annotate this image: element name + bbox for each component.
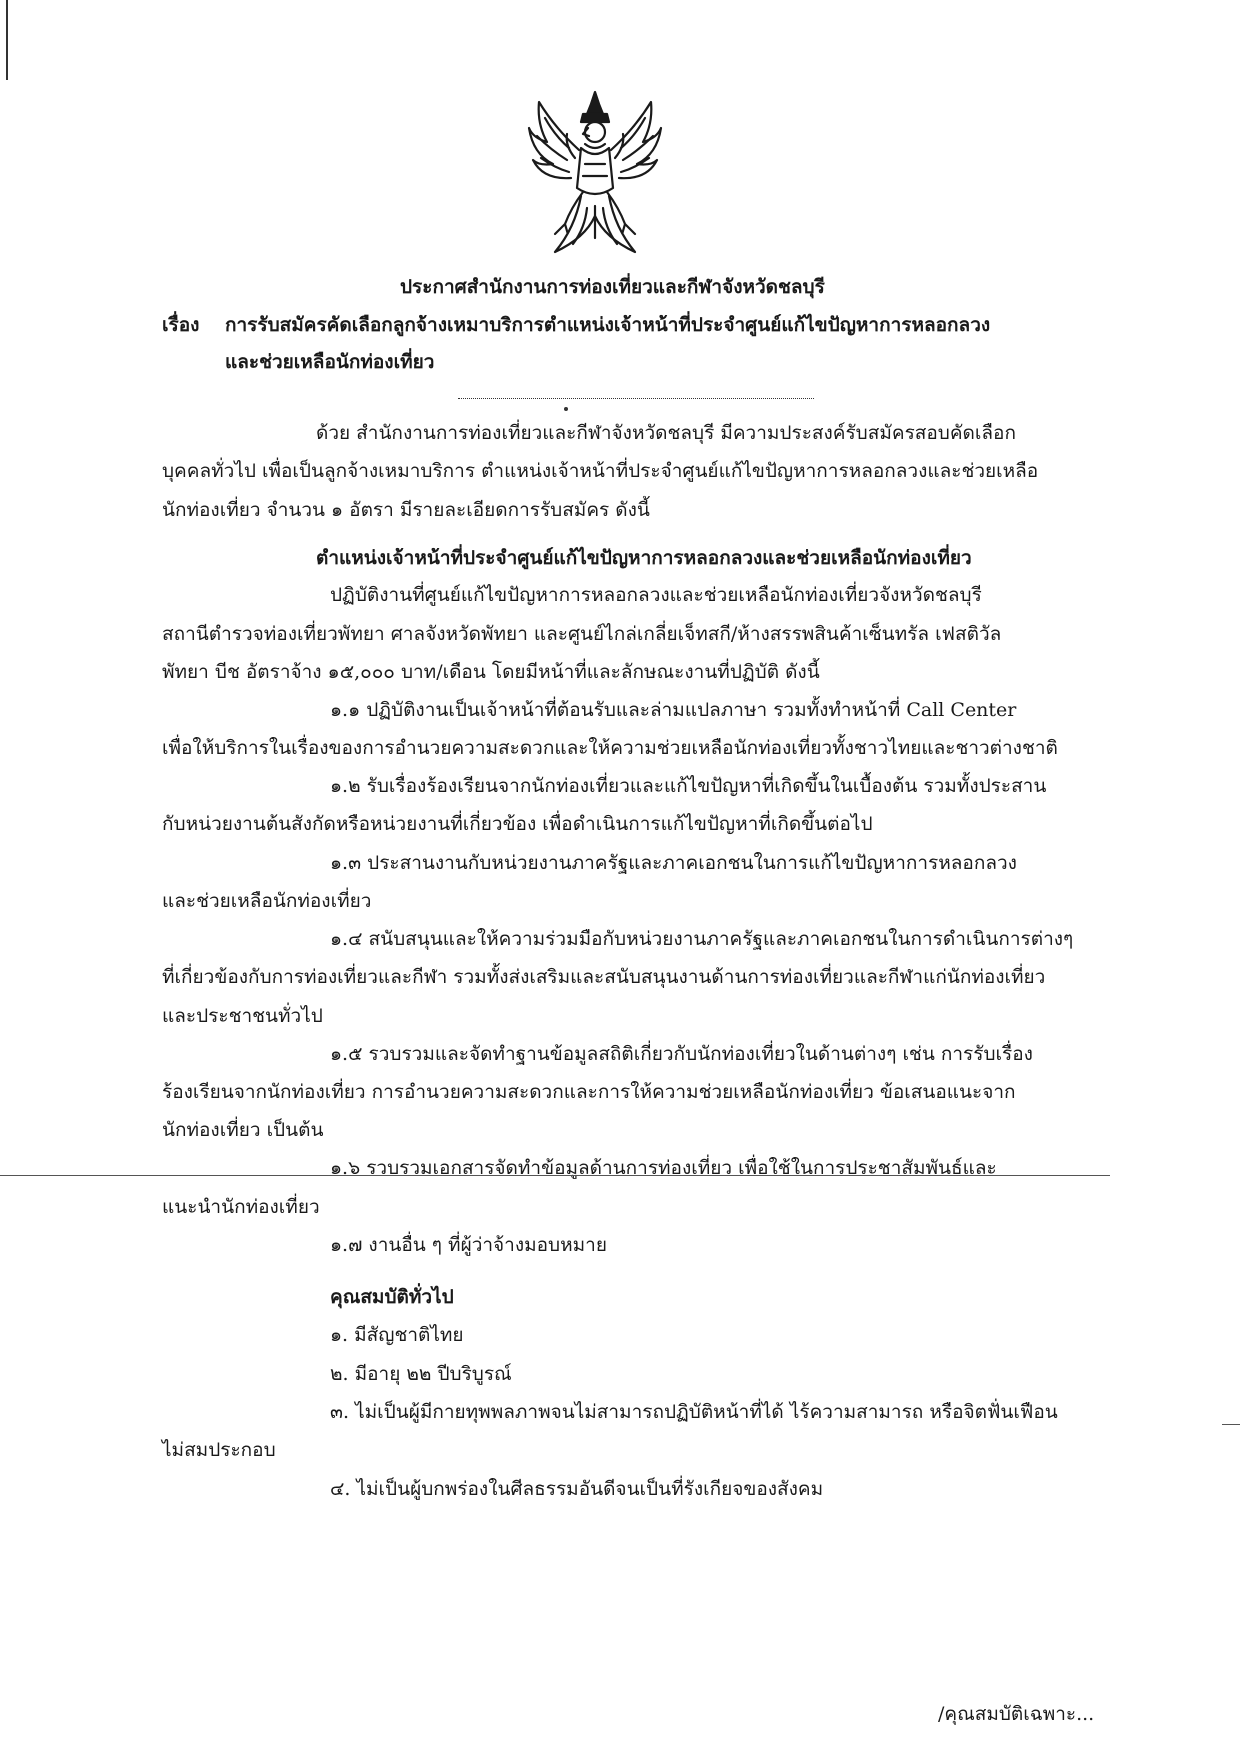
position-heading: ตำแหน่งเจ้าหน้าที่ประจำศูนย์แก้ไขปัญหาการหลอกลวงและช่วยเหลือนักท่องเที่ยว xyxy=(316,547,972,569)
qualification-1: ๑. มีสัญชาติไทย xyxy=(330,1324,464,1346)
duty-5-line-2: ร้องเรียนจากนักท่องเที่ยว การอำนวยความสะดวกและการให้ความช่วยเหลือนักท่องเที่ยว ข้อเสนอแนะจาก xyxy=(162,1081,1016,1103)
divider-dot xyxy=(564,407,568,411)
qualifications-heading: คุณสมบัติทั่วไป xyxy=(330,1286,454,1308)
duty-5-line-3: นักท่องเที่ยว เป็นต้น xyxy=(162,1119,324,1141)
subject-label: เรื่อง xyxy=(162,314,200,336)
continued-note: /คุณสมบัติเฉพาะ... xyxy=(938,1703,1095,1725)
intro-line-2: บุคคลทั่วไป เพื่อเป็นลูกจ้างเหมาบริการ ตำแหน่งเจ้าหน้าที่ประจำศูนย์แก้ไขปัญหาการหลอกลวงและช่วยเหลือ xyxy=(162,460,1039,482)
duty-7: ๑.๗ งานอื่น ๆ ที่ผู้ว่าจ้างมอบหมาย xyxy=(330,1234,607,1256)
duty-5-line-1: ๑.๕ รวบรวมและจัดทำฐานข้อมูลสถิติเกี่ยวกับนักท่องเที่ยวในด้านต่างๆ เช่น การรับเรื่อง xyxy=(330,1043,1033,1065)
duty-1-line-1: ๑.๑ ปฏิบัติงานเป็นเจ้าหน้าที่ต้อนรับและล่ามแปลภาษา รวมทั้งทำหน้าที่ Call Center xyxy=(330,699,1017,721)
document-title: ประกาศสำนักงานการท่องเที่ยวและกีฬาจังหวัดชลบุรี xyxy=(400,276,825,298)
duty-2-line-1: ๑.๒ รับเรื่องร้องเรียนจากนักท่องเที่ยวและแก้ไขปัญหาที่เกิดขึ้นในเบื้องต้น รวมทั้งประสาน xyxy=(330,775,1047,797)
duty-3-line-2: และช่วยเหลือนักท่องเที่ยว xyxy=(162,890,372,912)
qualification-2: ๒. มีอายุ ๒๒ ปีบริบูรณ์ xyxy=(330,1363,512,1385)
position-line-2: สถานีตำรวจท่องเที่ยวพัทยา ศาลจังหวัดพัทยา และศูนย์ไกล่เกลี่ยเจ็ทสกี/ห้างสรรพสินค้าเซ็นทรัล เฟสติวัล xyxy=(162,623,1002,645)
duty-2-line-2: กับหน่วยงานต้นสังกัดหรือหน่วยงานที่เกี่ยวข้อง เพื่อดำเนินการแก้ไขปัญหาที่เกิดขึ้นต่อไป xyxy=(162,813,873,835)
scan-rule-line xyxy=(0,1175,1110,1176)
duty-1-line-2: เพื่อให้บริการในเรื่องของการอำนวยความสะดวกและให้ความช่วยเหลือนักท่องเที่ยวทั้งชาวไทยและชาวต่างชาติ xyxy=(162,737,1058,759)
qualification-3-line-2: ไม่สมประกอบ xyxy=(162,1439,276,1461)
subject-line-2: และช่วยเหลือนักท่องเที่ยว xyxy=(225,351,435,373)
duty-4-line-1: ๑.๔ สนับสนุนและให้ความร่วมมือกับหน่วยงานภาครัฐและภาคเอกชนในการดำเนินการต่างๆ xyxy=(330,928,1074,950)
intro-line-3: นักท่องเที่ยว จำนวน ๑ อัตรา มีรายละเอียดการรับสมัคร ดังนี้ xyxy=(162,499,650,521)
duty-3-line-1: ๑.๓ ประสานงานกับหน่วยงานภาครัฐและภาคเอกชนในการแก้ไขปัญหาการหลอกลวง xyxy=(330,852,1017,874)
duty-4-line-3: และประชาชนทั่วไป xyxy=(162,1005,323,1027)
duty-4-line-2: ที่เกี่ยวข้องกับการท่องเที่ยวและกีฬา รวมทั้งส่งเสริมและสนับสนุนงานด้านการท่องเที่ยวและกีฬาแก่นักท่องเที่ยว xyxy=(162,966,1046,988)
qualification-3-line-1: ๓. ไม่เป็นผู้มีกายทุพพลภาพจนไม่สามารถปฏิบัติหน้าที่ได้ ไร้ความสามารถ หรือจิตฟั่นเฟือน xyxy=(330,1401,1058,1423)
subject-line-1: การรับสมัครคัดเลือกลูกจ้างเหมาบริการตำแหน่งเจ้าหน้าที่ประจำศูนย์แก้ไขปัญหาการหลอกลวง xyxy=(225,314,991,336)
duty-6-line-2: แนะนำนักท่องเที่ยว xyxy=(162,1196,320,1218)
title-divider xyxy=(458,398,814,399)
duty-6-line-1: ๑.๖ รวบรวมเอกสารจัดทำข้อมูลด้านการท่องเที่ยว เพื่อใช้ในการประชาสัมพันธ์และ xyxy=(330,1157,997,1179)
garuda-emblem-icon xyxy=(525,88,665,258)
position-line-3: พัทยา บีช อัตราจ้าง ๑๕,๐๐๐ บาท/เดือน โดยมีหน้าที่และลักษณะงานที่ปฏิบัติ ดังนี้ xyxy=(162,661,820,683)
qualification-4: ๔. ไม่เป็นผู้บกพร่องในศีลธรรมอันดีจนเป็นที่รังเกียจของสังคม xyxy=(330,1478,824,1500)
intro-line-1: ด้วย สำนักงานการท่องเที่ยวและกีฬาจังหวัดชลบุรี มีความประสงค์รับสมัครสอบคัดเลือก xyxy=(316,422,1016,444)
margin-tick xyxy=(1222,1424,1240,1425)
position-line-1: ปฏิบัติงานที่ศูนย์แก้ไขปัญหาการหลอกลวงและช่วยเหลือนักท่องเที่ยวจังหวัดชลบุรี xyxy=(330,584,982,606)
page-edge-mark xyxy=(6,0,8,80)
